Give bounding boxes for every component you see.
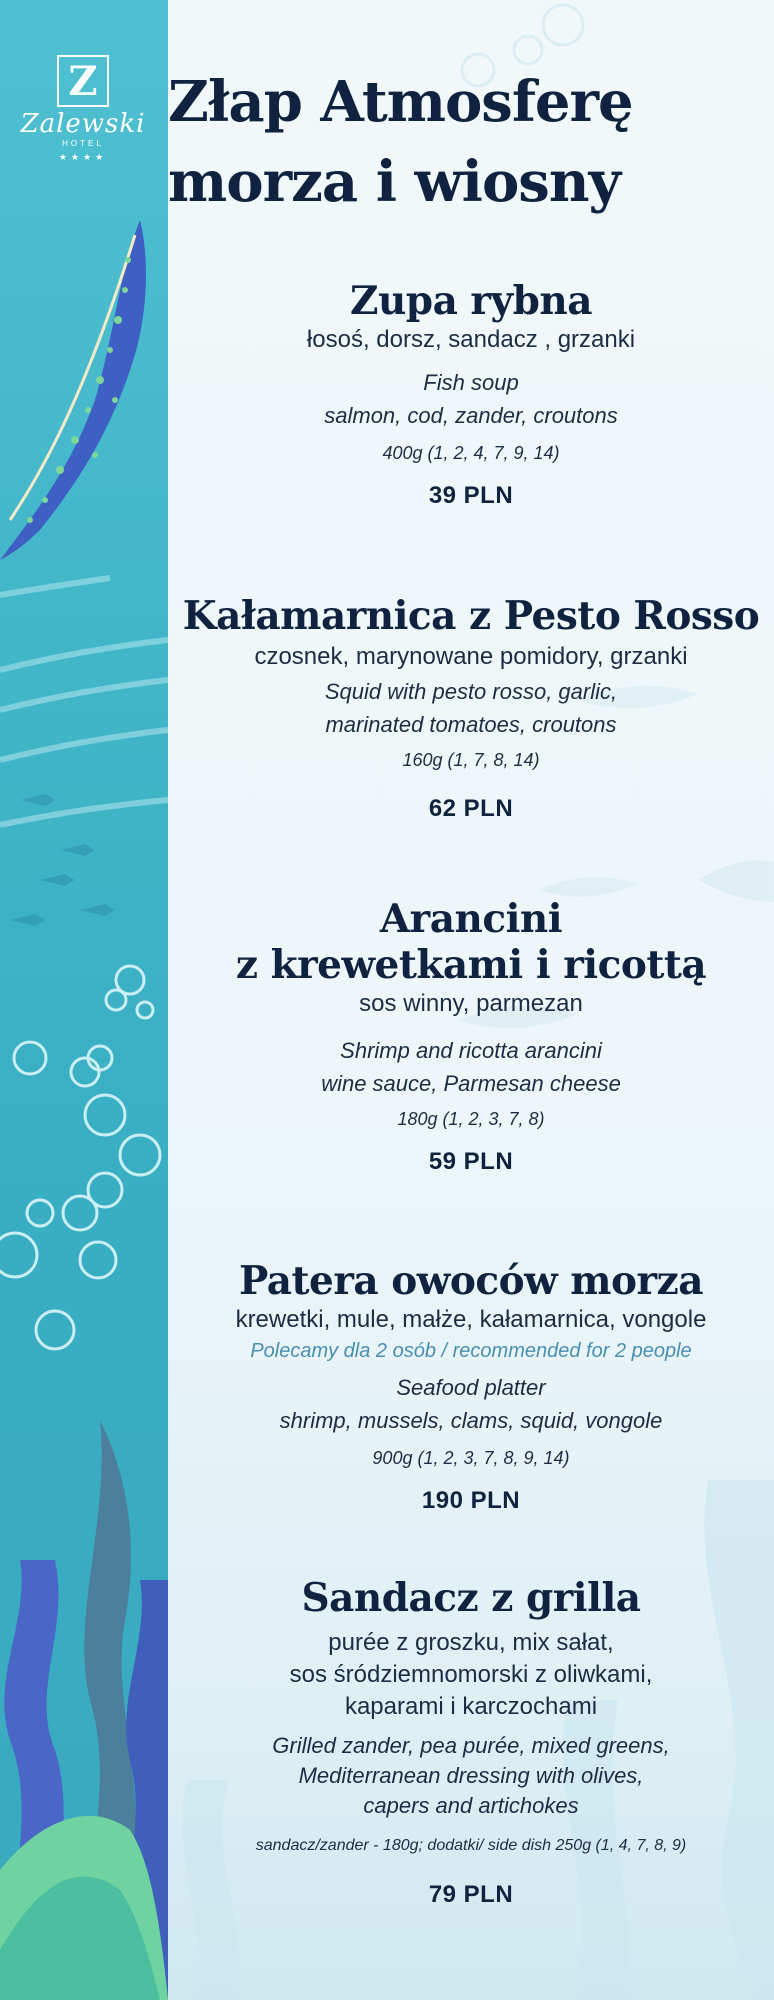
dish-ingredients-en-line-1: Grilled zander, pea purée, mixed greens, <box>272 1733 670 1758</box>
dish-name: Sandacz z grilla <box>301 1575 641 1621</box>
dish-name-en: Squid with pesto rosso, garlic, <box>324 679 618 704</box>
dish-name-line-2: z krewetkami i ricottą <box>235 942 707 988</box>
dish-patera <box>168 1258 774 1515</box>
title-line-1: Złap Atmosferę <box>168 69 633 135</box>
dish-name-en: Shrimp and ricotta arancini <box>340 1038 602 1063</box>
dish-price: 190 PLN <box>421 1487 521 1514</box>
dish-ingredients-pl: krewetki, mule, małże, kałamarnica, vongole <box>235 1306 707 1333</box>
dish-zupa-rybna <box>168 278 774 510</box>
hotel-logo <box>18 55 148 163</box>
dish-ingredients-pl-line-2: sos śródziemnomorski z oliwkami, <box>289 1661 653 1688</box>
title-line-2: morza i wiosny <box>168 149 621 215</box>
decorative-sidebar <box>0 0 168 2000</box>
dish-ingredients-en-line-3: capers and artichokes <box>363 1793 579 1818</box>
menu-title <box>168 62 774 222</box>
dish-weight-allergens: 160g (1, 7, 8, 14) <box>402 750 540 770</box>
dish-name-en: Fish soup <box>423 370 519 395</box>
dish-price: 59 PLN <box>428 1148 514 1175</box>
dish-weight-allergens: 900g (1, 2, 3, 7, 8, 9, 14) <box>372 1448 570 1468</box>
dish-price: 79 PLN <box>428 1881 514 1908</box>
dish-ingredients-pl-line-1: purée z groszku, mix sałat, <box>328 1629 614 1656</box>
logo-stars: ★★★★ <box>58 152 108 162</box>
dish-ingredients-pl: czosnek, marynowane pomidory, grzanki <box>254 643 688 670</box>
dish-price: 39 PLN <box>428 482 514 509</box>
dish-ingredients-pl: sos winny, parmezan <box>359 990 583 1017</box>
menu-page <box>168 0 774 2000</box>
dish-kalamarnica <box>168 593 774 823</box>
dish-name: Kałamarnica z Pesto Rosso <box>182 593 760 639</box>
dish-ingredients-en: marinated tomatoes, croutons <box>325 712 617 737</box>
dish-name-en: Seafood platter <box>396 1375 546 1400</box>
logo-sub: HOTEL <box>62 139 104 148</box>
dish-name: Patera owoców morza <box>238 1258 704 1304</box>
logo-mark: Z <box>57 55 109 107</box>
sea-illustration <box>0 0 168 2000</box>
dish-recommendation: Polecamy dla 2 osób / recommended for 2 people <box>250 1340 692 1362</box>
dish-ingredients-en-line-2: Mediterranean dressing with olives, <box>298 1763 644 1788</box>
dish-weight-allergens: 400g (1, 2, 4, 7, 9, 14) <box>382 443 560 463</box>
dish-weight-allergens: sandacz/zander - 180g; dodatki/ side dish 250g (1, 4, 7, 8, 9) <box>255 1837 687 1854</box>
dish-name-line-1: Arancini <box>379 896 563 942</box>
logo-script: Zalewski <box>20 109 146 139</box>
dish-weight-allergens: 180g (1, 2, 3, 7, 8) <box>397 1109 545 1129</box>
dish-ingredients-en: wine sauce, Parmesan cheese <box>321 1071 621 1096</box>
dish-ingredients-pl: łosoś, dorsz, sandacz , grzanki <box>306 326 636 353</box>
dish-price: 62 PLN <box>428 795 514 822</box>
dish-ingredients-en: salmon, cod, zander, croutons <box>324 403 618 428</box>
dish-sandacz <box>168 1575 774 1909</box>
dish-arancini <box>168 896 774 1176</box>
dish-ingredients-en: shrimp, mussels, clams, squid, vongole <box>279 1408 663 1433</box>
dish-name: Zupa rybna <box>349 278 593 324</box>
dish-ingredients-pl-line-3: kaparami i karczochami <box>344 1693 598 1720</box>
